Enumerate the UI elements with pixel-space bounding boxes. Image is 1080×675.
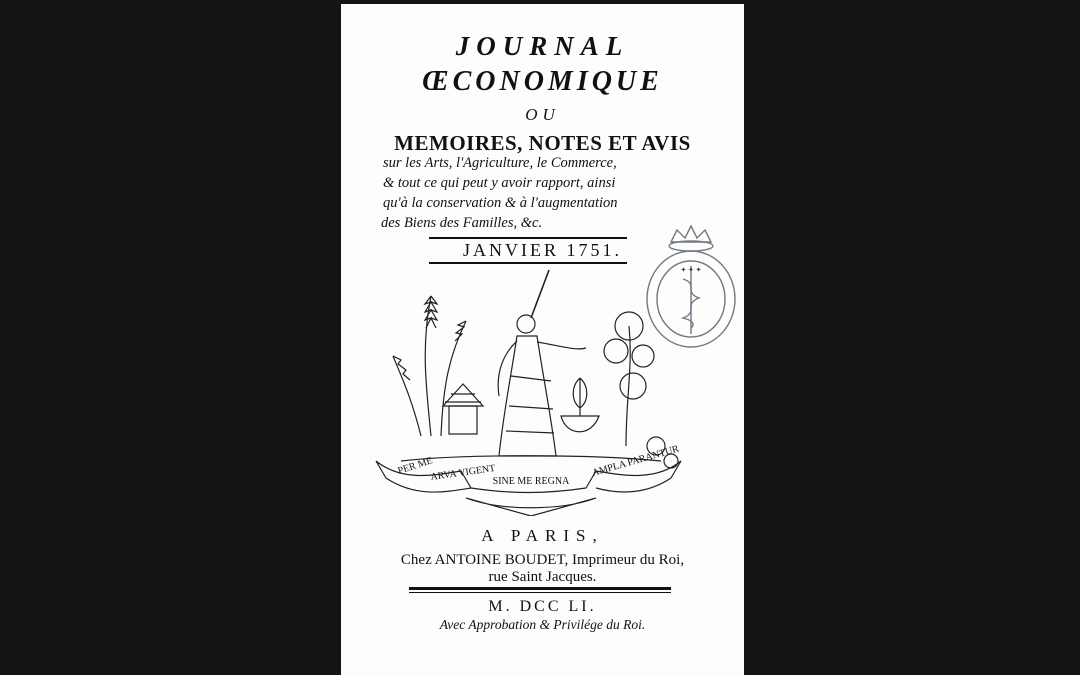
publication-year: M. DCC LI. — [488, 598, 597, 615]
approbation-line: Avec Approbation & Privilége du Roi. — [439, 617, 646, 632]
motto-ampla-parantur: AMPLA PARANTUR — [590, 443, 681, 479]
journal-title-line: JOURNAL — [455, 31, 630, 61]
printer-line: Chez ANTOINE BOUDET, Imprimeur du Roi, — [400, 552, 685, 568]
allegorical-vignette — [371, 266, 686, 516]
ou-line: OU — [525, 105, 560, 124]
subtitle-line-2: & tout ce qui peut y avoir rapport, ainsi — [383, 175, 616, 191]
subtitle-line-4: des Biens des Familles, &c. — [381, 215, 543, 231]
title-page — [341, 4, 744, 675]
memoires-title-line: MEMOIRES, NOTES ET AVIS — [394, 131, 691, 155]
subtitle-line-1: sur les Arts, l'Agriculture, le Commerce, — [383, 155, 617, 171]
date-bottom-rule — [429, 262, 627, 264]
place-of-publication: A PARIS, — [481, 526, 604, 545]
issue-date: JANVIER 1751. — [463, 240, 622, 260]
subtitle-line-3: qu'à la conservation & à l'augmentation — [383, 195, 618, 211]
date-top-rule — [429, 237, 627, 239]
motto-per-me: PER ME — [396, 455, 435, 477]
oeconomique-title-line: ŒCONOMIQUE — [422, 66, 663, 97]
motto-sine-me-regna: SINE ME REGNA — [492, 476, 570, 487]
street-line: rue Saint Jacques. — [488, 569, 597, 585]
motto-arva-vigent: ARVA VIGENT — [429, 462, 497, 483]
imprint-thick-rule — [409, 587, 671, 590]
imprint-thin-rule — [409, 592, 671, 593]
svg-text:✦ ✦ ✦: ✦ ✦ ✦ — [680, 266, 702, 274]
